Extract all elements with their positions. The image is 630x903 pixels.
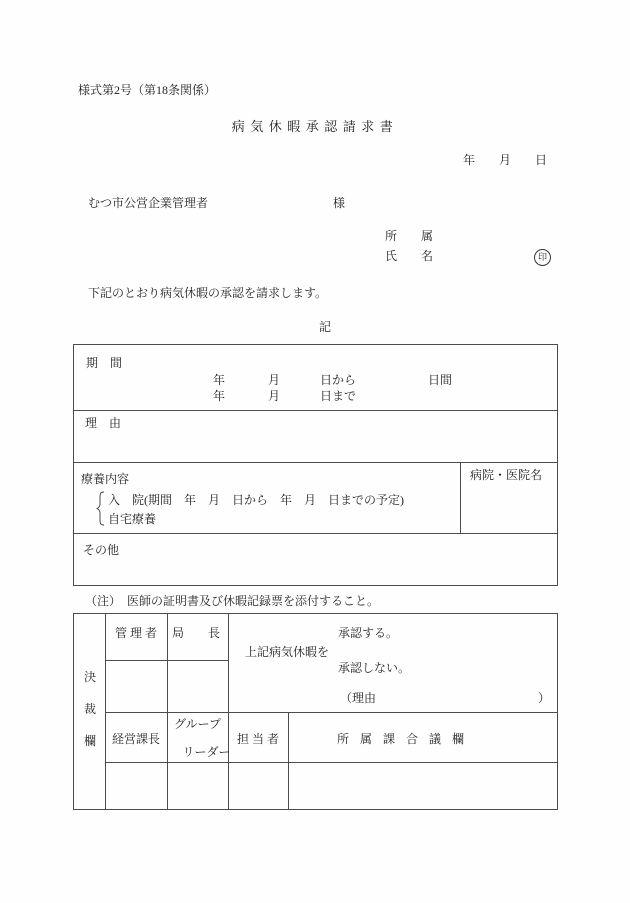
divider (74, 410, 557, 411)
attachment-note: （注） 医師の証明書及び休暇記録票を添付すること。 (85, 594, 380, 608)
period-label: 期 間 (86, 356, 123, 370)
divider (105, 762, 557, 763)
request-statement: 下記のとおり病気休暇の承認を請求します。 (88, 286, 328, 300)
date-line: 年 月 日 (463, 153, 548, 167)
tantou-header: 担 当 者 (236, 732, 279, 746)
period-day-to: 日まで (320, 389, 357, 403)
period-month-from: 月 (268, 373, 281, 387)
kessai-char: 欄 (84, 734, 97, 748)
manager-header: 管 理 者 (114, 626, 157, 640)
name-label: 氏 名 (385, 249, 434, 263)
period-year-to: 年 (213, 389, 226, 403)
form-number: 様式第2号（第18条関係） (78, 83, 217, 97)
gougi-header: 所属課合議欄 (337, 732, 476, 746)
reason-label: 理 由 (85, 416, 122, 430)
period-days-count: 日間 (428, 373, 453, 387)
period-year-from: 年 (213, 373, 226, 387)
divider (105, 712, 557, 713)
affiliation-label: 所 属 (385, 229, 434, 243)
main-table (73, 344, 558, 586)
care-hospitalization: 入 院(期間 年 月 日から 年 月 日までの予定) (108, 493, 404, 507)
decision-reject: 承認しない。 (338, 661, 411, 675)
divider (105, 660, 228, 661)
page-title: 病気休暇承認請求書 (231, 119, 399, 134)
group-leader-line (165, 717, 231, 759)
seal-mark-icon: 印 (534, 249, 551, 266)
group-leader-line1: グループ (173, 717, 222, 731)
addressee: むつ市公営企業管理者 (88, 196, 209, 210)
care-label: 療養内容 (81, 472, 130, 486)
record-heading: 記 (319, 320, 332, 334)
divider (460, 462, 461, 533)
kessai-char: 決 (84, 670, 97, 684)
director-header: 局 長 (172, 626, 221, 640)
addressee-honorific: 様 (333, 196, 346, 210)
decision-approve: 承認する。 (338, 626, 399, 640)
period-month-to: 月 (268, 389, 281, 403)
divider (74, 533, 557, 534)
brace-icon (94, 491, 105, 527)
hospital-name-label: 病院・医院名 (470, 468, 543, 482)
keiei-header: 経営課長 (111, 732, 160, 746)
group-leader-header (167, 717, 231, 759)
divider (74, 462, 557, 463)
approval-table (73, 613, 558, 810)
period-day-from: 日から (320, 373, 357, 387)
care-home: 自宅療養 (108, 512, 157, 526)
decision-prefix: 上記病気休暇を (245, 645, 330, 659)
kessai-char: 裁 (84, 702, 97, 716)
other-label: その他 (83, 543, 120, 557)
divider (288, 712, 289, 809)
decision-reason-close: ） (538, 691, 551, 705)
group-leader-line2: リーダー (182, 745, 231, 759)
decision-reason-open: （理由 (340, 691, 377, 705)
